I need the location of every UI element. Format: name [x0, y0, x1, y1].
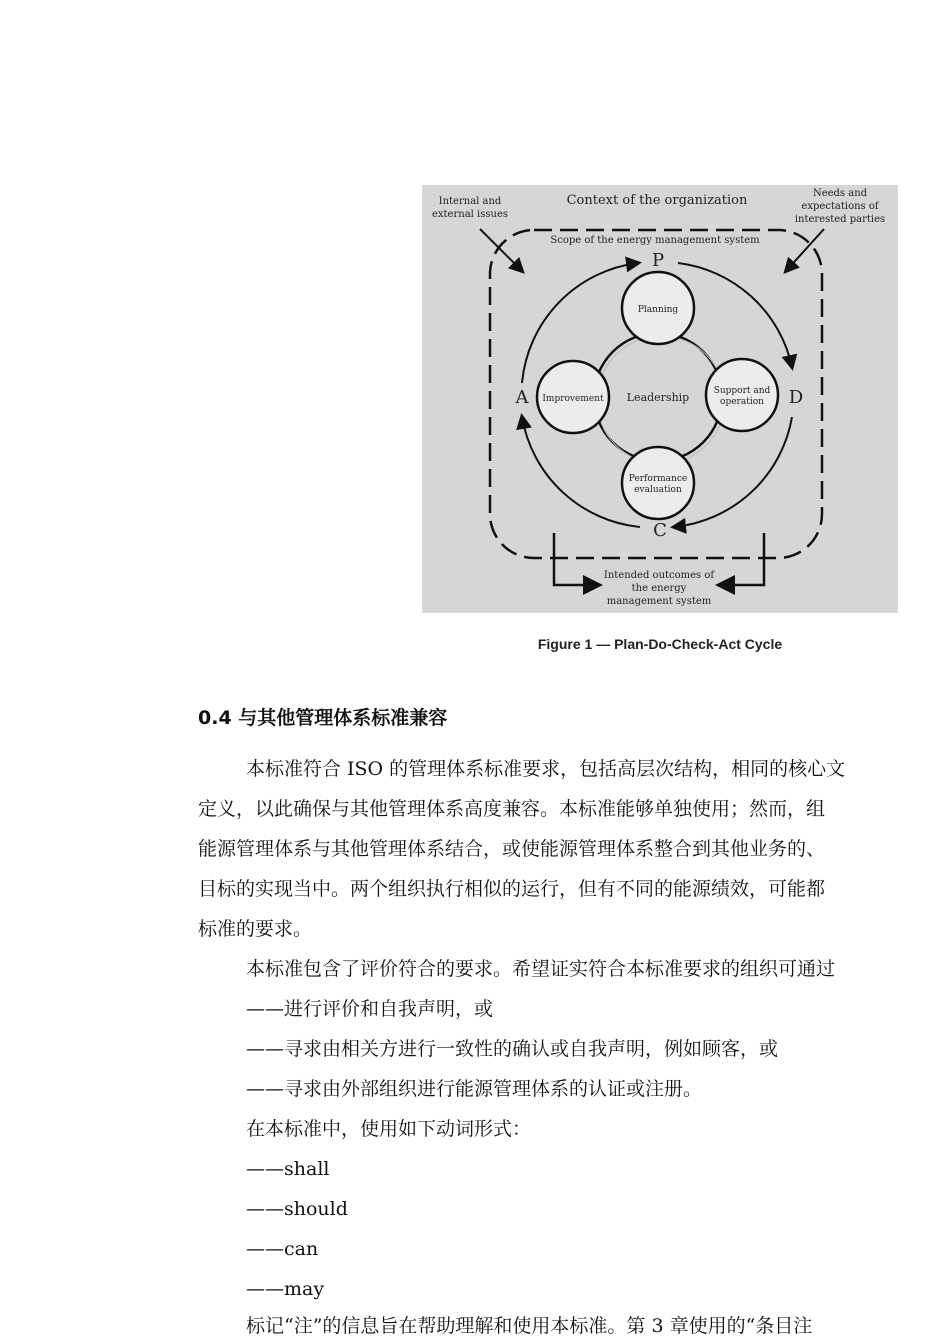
internal-issues-note-2: external issues: [431, 209, 509, 220]
verb-form-item: ——should: [246, 1198, 348, 1220]
outcomes-label-1: Intended outcomes of: [603, 570, 715, 581]
body-line: 能源管理体系与其他管理体系结合，或使能源管理体系整合到其他业务的、: [198, 838, 826, 860]
body-line: 定义，以此确保与其他管理体系高度兼容。本标准能够单独使用；然而，组: [198, 798, 826, 820]
figure-caption: Figure 1 — Plan-Do-Check-Act Cycle: [537, 636, 783, 652]
pdca-diagram: [422, 185, 898, 613]
support-label-1: Support and: [713, 386, 771, 396]
interested-parties-note-2: expectations of: [801, 201, 879, 212]
context-title: Context of the organization: [566, 193, 748, 208]
scope-label: Scope of the energy management system: [550, 235, 760, 246]
letter-d: D: [788, 387, 804, 408]
interested-parties-note-3: interested parties: [794, 214, 886, 225]
body-line: 标准的要求。: [198, 918, 313, 940]
support-label-2: operation: [720, 397, 764, 407]
body-line: 本标准包含了评价符合的要求。希望证实符合本标准要求的组织可通过: [246, 958, 836, 980]
list-item: ——进行评价和自我声明，或: [246, 998, 494, 1020]
verb-form-item: ——may: [246, 1278, 325, 1300]
leadership-label: Leadership: [626, 391, 690, 404]
planning-label: Planning: [637, 305, 679, 315]
letter-c: C: [653, 520, 667, 541]
plan-to-do-arrow: [678, 263, 792, 367]
improvement-label: Improvement: [542, 394, 604, 404]
pdca-figure: [422, 185, 898, 613]
section-heading: 0.4 与其他管理体系标准兼容: [198, 707, 448, 729]
performance-label-1: Performance: [628, 474, 688, 484]
list-item: ——寻求由外部组织进行能源管理体系的认证或注册。: [246, 1078, 703, 1100]
outcomes-label-3: management system: [606, 596, 712, 607]
internal-issues-note-1: Internal and: [438, 196, 502, 207]
body-line: 在本标准中，使用如下动词形式：: [246, 1118, 532, 1140]
outcomes-label-2: the energy: [631, 583, 687, 594]
verb-form-item: ——shall: [246, 1158, 330, 1180]
list-item: ——寻求由相关方进行一致性的确认或自我声明，例如顾客，或: [246, 1038, 779, 1060]
interested-parties-note-1: Needs and: [812, 188, 868, 199]
letter-p: P: [651, 250, 665, 271]
body-line: 目标的实现当中。两个组织执行相似的运行，但有不同的能源绩效，可能都: [198, 878, 826, 900]
verb-form-item: ——can: [246, 1238, 319, 1260]
performance-label-2: evaluation: [634, 485, 682, 495]
check-to-act-arrow: [522, 417, 640, 527]
parties-arrow: [786, 229, 824, 271]
letter-a: A: [515, 387, 529, 408]
body-line: 本标准符合 ISO 的管理体系标准要求，包括高层次结构，相同的核心文: [246, 758, 846, 780]
body-line: 标记“注”的信息旨在帮助理解和使用本标准。第 3 章使用的“条目注: [246, 1315, 813, 1337]
